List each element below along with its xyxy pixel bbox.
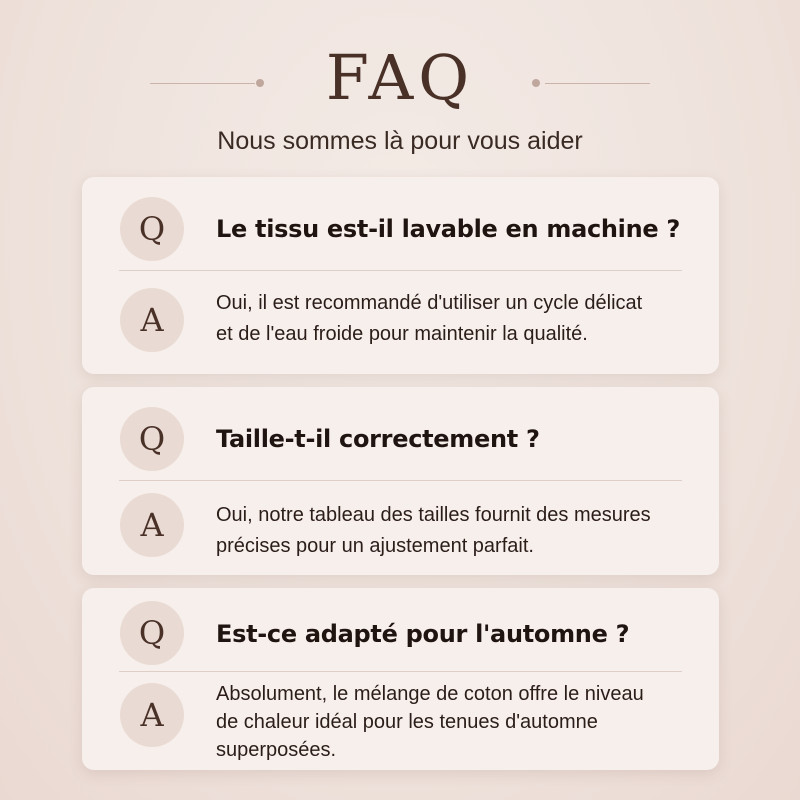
question-badge: Q [120,601,184,665]
question-badge: Q [120,197,184,261]
faq-card-3 [82,588,719,770]
faq-question: Est-ce adapté pour l'automne ? [216,620,630,648]
decorative-dot-right [532,79,540,87]
answer-line: Oui, notre tableau des tailles fournit des mesures [216,504,651,526]
answer-line: et de l'eau froide pour maintenir la qualité. [216,323,588,345]
card-divider [119,270,682,271]
card-divider [119,480,682,481]
answer-line: de chaleur idéal pour les tenues d'automne [216,711,598,733]
answer-line: Oui, il est recommandé d'utiliser un cycle délicat [216,292,643,314]
answer-badge: A [120,288,184,352]
faq-card-1 [82,177,719,374]
answer-badge: A [120,683,184,747]
answer-line: Absolument, le mélange de coton offre le niveau [216,683,644,705]
faq-card-2 [82,387,719,575]
faq-header [0,0,800,170]
decorative-line-right [545,83,650,84]
faq-question: Le tissu est-il lavable en machine ? [216,215,681,243]
answer-line: précises pour un ajustement parfait. [216,535,534,557]
page-title: FAQ [325,41,475,114]
faq-question: Taille-t-il correctement ? [216,425,540,453]
answer-badge: A [120,493,184,557]
faq-answer [216,500,701,562]
faq-answer [216,288,701,350]
page-subtitle: Nous sommes là pour vous aider [217,127,583,155]
question-badge: Q [120,407,184,471]
faq-answer [216,680,701,764]
answer-line: superposées. [216,739,337,761]
card-divider [119,671,682,672]
